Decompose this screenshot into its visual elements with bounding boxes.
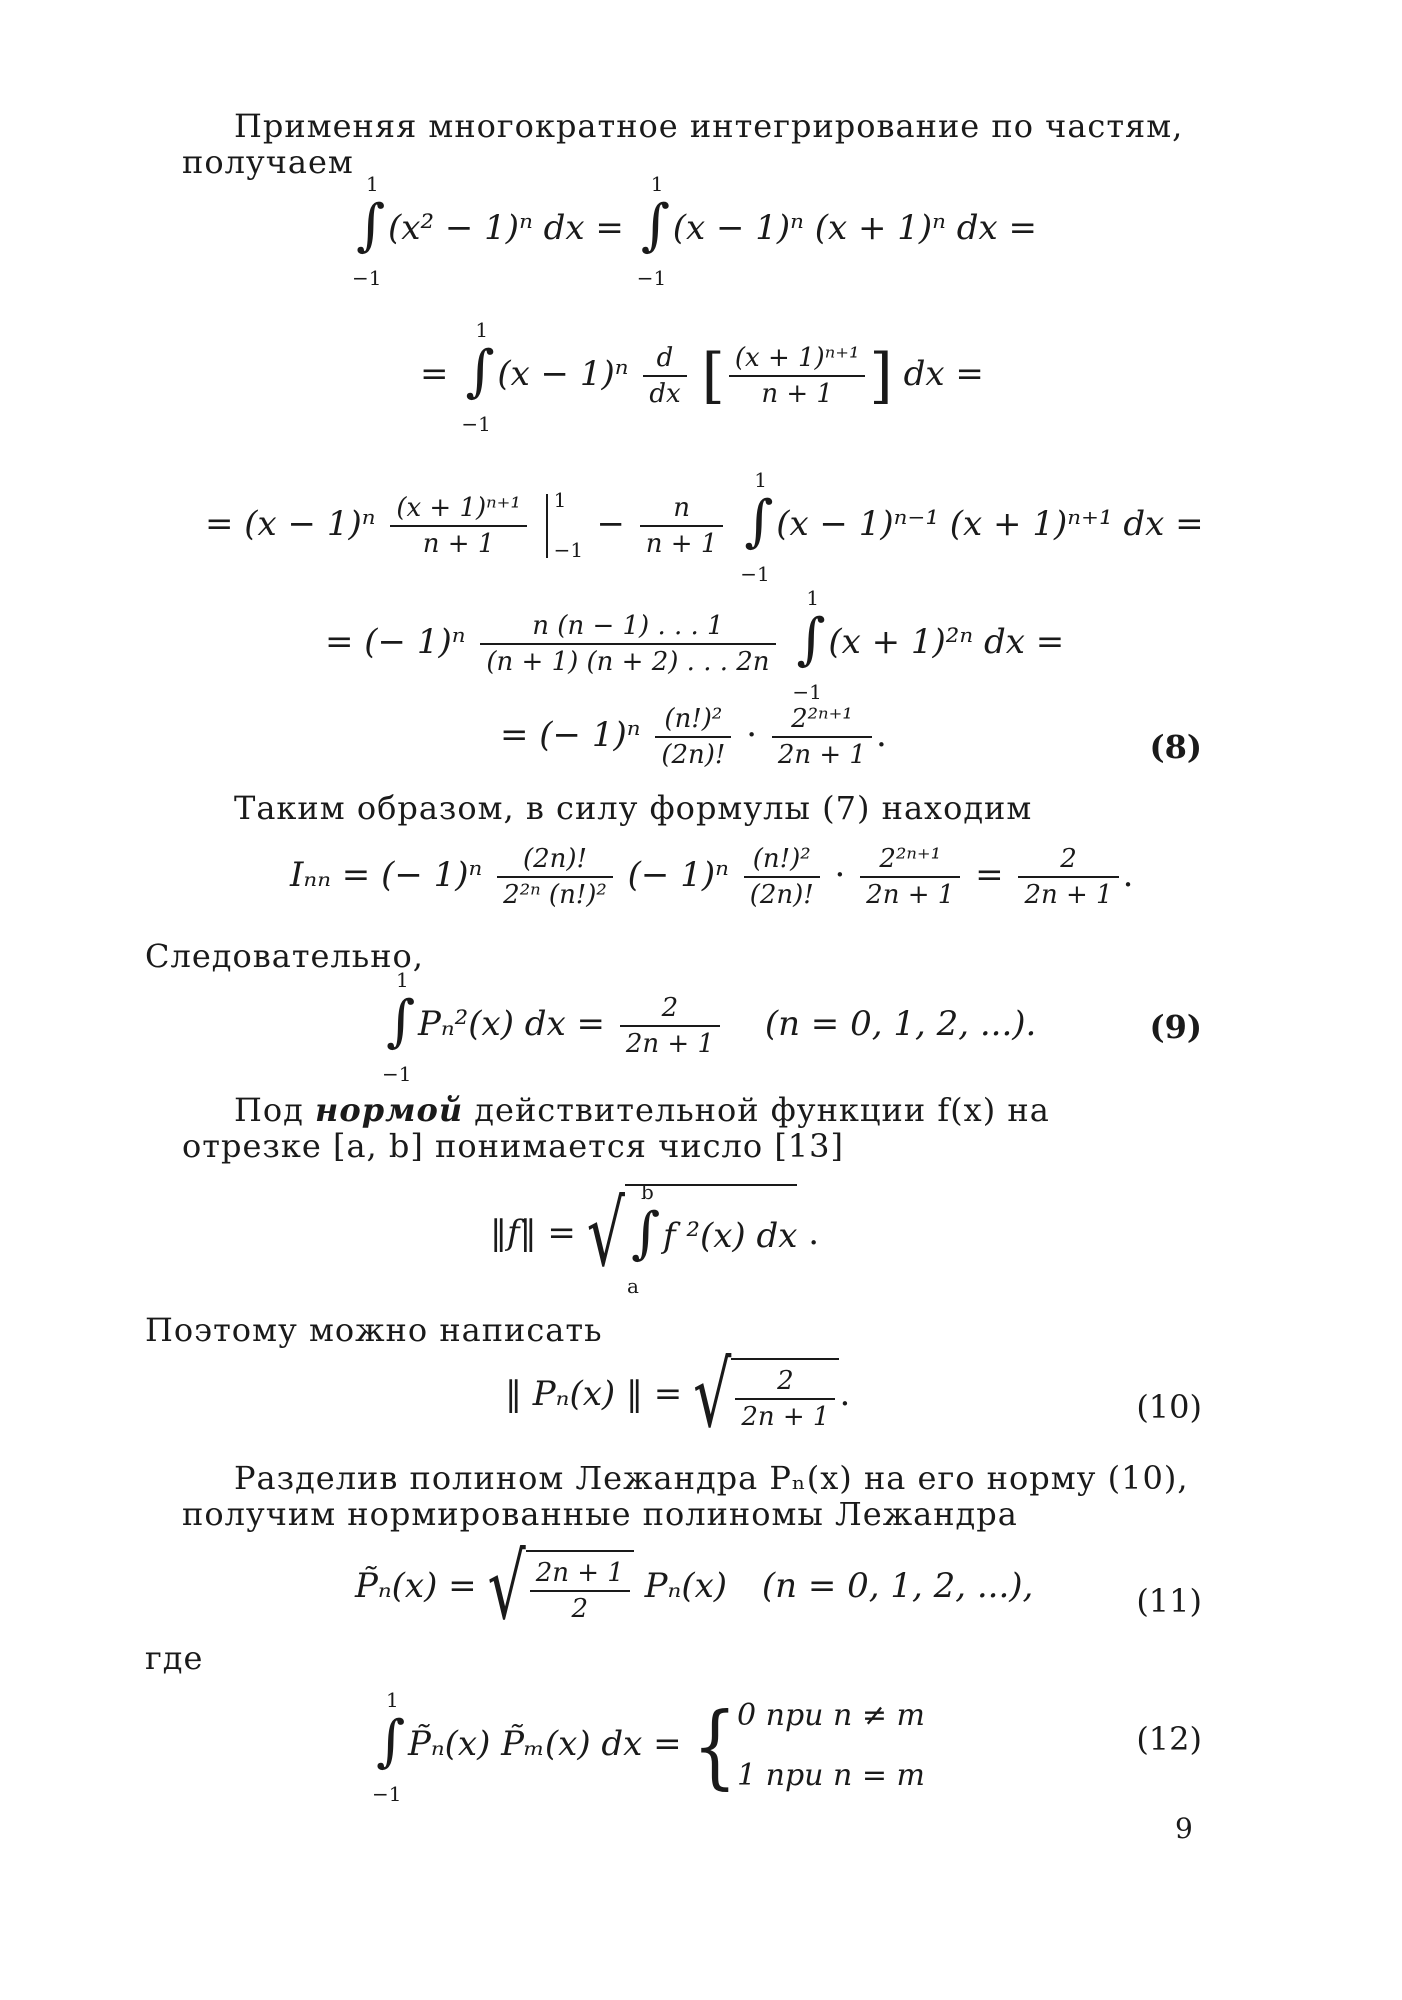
fraction-denominator: 2 [571, 1594, 589, 1624]
norm-left: ‖f‖ = [490, 1213, 576, 1253]
fraction-denominator: 2n + 1 [1024, 880, 1113, 910]
paragraph-therefore-text: Следовательно, [145, 937, 424, 975]
fraction-numerator: 2n + 1 [530, 1556, 630, 1592]
derivative-fraction [643, 341, 686, 411]
fraction [729, 341, 866, 411]
period: . [839, 1374, 851, 1414]
equation-row-4 [325, 586, 1065, 704]
integral-sign [372, 1688, 406, 1806]
integral-symbol: ∫ [376, 1709, 406, 1774]
fraction [860, 842, 960, 912]
equation-number-12: (12) [1136, 1720, 1202, 1758]
sqrt-sign: √ [487, 1535, 526, 1641]
case-1: 0 при n ≠ m [737, 1698, 925, 1733]
eq10-left: ‖ Pₙ(x) ‖ = [505, 1374, 683, 1414]
fraction-numerator: (2n)! [497, 842, 613, 878]
equation-row-3 [205, 468, 1204, 586]
integral-sign [792, 586, 826, 704]
period: . [1122, 855, 1134, 895]
row4-factor: = (− 1)ⁿ [325, 622, 466, 662]
paragraph-normalized-text: Разделив полином Лежандра Pₙ(x) на его норму (10), получим нормированные полиномы Лежандра [182, 1459, 1189, 1533]
inn-left: Iₙₙ = (− 1)ⁿ [290, 855, 483, 895]
equation-8 [500, 702, 887, 772]
fraction-numerator: (n!)² [744, 842, 820, 878]
fraction-denominator: 2n + 1 [625, 1029, 715, 1059]
paragraph-intro-text: Применяя многократное интегрирование по частям, получаем [182, 107, 1184, 181]
integral-upper: 1 [806, 586, 820, 610]
integral-symbol: ∫ [744, 489, 774, 554]
equation-row-1 [350, 172, 1038, 290]
integral-lower: −1 [740, 562, 770, 586]
equation-number-9: (9) [1149, 1008, 1202, 1046]
paragraph-norm-pre: Под [234, 1091, 304, 1129]
integral-upper: 1 [366, 172, 379, 196]
cases-brace: { [692, 1692, 738, 1800]
integral-sign [740, 468, 774, 586]
eq11-polynomial: Pₙ(x) [644, 1566, 728, 1606]
row5-factor: = (− 1)ⁿ [500, 715, 641, 755]
fraction-numerator: (x + 1)ⁿ⁺¹ [390, 491, 527, 527]
paragraph-where-text: где [145, 1639, 204, 1677]
fraction-denominator: (n + 1) (n + 2) . . . 2n [486, 647, 770, 677]
fraction [640, 491, 724, 561]
integral-symbol: ∫ [640, 193, 670, 258]
fraction-numerator: 2 [735, 1364, 835, 1400]
integral-lower: −1 [792, 680, 822, 704]
period: . [875, 715, 887, 755]
integral-upper: 1 [396, 968, 409, 992]
equation-11 [355, 1535, 1034, 1641]
integral-sign [636, 172, 670, 290]
equation-number-8: (8) [1149, 728, 1202, 766]
integral-lower: −1 [352, 266, 382, 290]
fraction-numerator: n [640, 491, 724, 527]
equation-10 [505, 1343, 851, 1449]
fraction [772, 702, 872, 772]
row4-tail: (x + 1)²ⁿ dx = [828, 622, 1065, 662]
fraction [390, 491, 527, 561]
paragraph-thus [182, 790, 1192, 826]
paragraph-therefore [145, 938, 1155, 974]
period: . [808, 1213, 820, 1253]
fraction-numerator: 2²ⁿ⁺¹ [772, 702, 872, 738]
sqrt-body [625, 1180, 798, 1298]
integral-sign [626, 1180, 661, 1298]
integral-lower: −1 [636, 266, 667, 290]
equation-number-11: (11) [1136, 1582, 1202, 1620]
paragraph-thus-text: Таким образом, в силу формулы (7) находим [234, 789, 1033, 827]
fraction [655, 702, 731, 772]
eq12-left: P̃ₙ(x) P̃ₘ(x) dx = [408, 1724, 682, 1764]
row2-tail: dx = [903, 354, 984, 394]
cases [737, 1686, 925, 1806]
row2-factor: (x − 1)ⁿ [497, 354, 629, 394]
row2-equals: = [420, 354, 449, 394]
integral-symbol: ∫ [356, 193, 386, 258]
fraction-denominator: n + 1 [761, 379, 833, 409]
paragraph-norm-emphasis: нормой [315, 1091, 464, 1129]
integral-sign [352, 172, 386, 290]
fraction [497, 842, 613, 912]
eq9-left: Pₙ²(x) dx = [418, 1004, 606, 1044]
equation-row-2: = 1 ∫ −1 (x − 1)ⁿ $\frac{d}{dx}$ [ $\frac{\text{(x + 1)ⁿ⁺¹}}{n + 1}$ ] dx = [420, 318, 984, 436]
fraction-denominator: 2n + 1 [777, 740, 866, 770]
evaluation-bar [546, 488, 584, 562]
integral-symbol: ∫ [796, 607, 826, 672]
fraction-numerator: 2²ⁿ⁺¹ [860, 842, 960, 878]
paragraph-normalized [182, 1460, 1192, 1532]
integral-sign [382, 968, 416, 1086]
norm-integrand: f ²(x) dx [662, 1216, 798, 1256]
fraction-numerator: 2 [1018, 842, 1118, 878]
multiply-dot: · [834, 855, 846, 895]
fraction [480, 609, 775, 679]
fraction-denominator: dx [649, 379, 681, 409]
fraction [1018, 842, 1118, 912]
integral-lower: −1 [382, 1062, 412, 1086]
equation-norm [490, 1180, 820, 1298]
row1-right: (x − 1)ⁿ (x + 1)ⁿ dx = [672, 208, 1038, 248]
fraction-numerator: 2 [620, 991, 720, 1027]
integral-sign [461, 318, 495, 436]
paragraph-intro [182, 108, 1192, 180]
fraction [744, 842, 820, 912]
fraction [620, 991, 720, 1061]
fraction-denominator: 2n + 1 [866, 880, 955, 910]
integral-symbol: ∫ [465, 339, 495, 404]
eq9-condition: (n = 0, 1, 2, ...). [764, 1004, 1037, 1044]
row3-tail: (x − 1)ⁿ⁻¹ (x + 1)ⁿ⁺¹ dx = [776, 504, 1204, 544]
integral-upper: 1 [754, 468, 767, 492]
paragraph-norm-post: действительной функции f(x) на отрезке [a, b] понимается число [13] [182, 1091, 1050, 1165]
fraction-denominator: (2n)! [749, 880, 814, 910]
sqrt-sign: √ [586, 1182, 625, 1288]
paragraph-hence [145, 1312, 1155, 1348]
inn-middle: (− 1)ⁿ [627, 855, 729, 895]
fraction-denominator: n + 1 [645, 529, 718, 559]
fraction-denominator: 2n + 1 [741, 1402, 830, 1432]
integral-lower: a [626, 1274, 639, 1298]
fraction-denominator: (2n)! [661, 740, 726, 770]
paragraph-hence-text: Поэтому можно написать [145, 1311, 603, 1349]
equation-inn [290, 842, 1133, 912]
paragraph-norm [182, 1092, 1192, 1164]
fraction [530, 1556, 630, 1626]
fraction-numerator: n (n − 1) . . . 1 [480, 609, 775, 645]
equation-9 [380, 968, 1037, 1086]
sqrt-sign: √ [693, 1343, 732, 1449]
integral-symbol: ∫ [386, 989, 416, 1054]
eq11-left: P̃ₙ(x) = [355, 1566, 477, 1606]
row3-minus: − [596, 504, 625, 544]
sqrt-body [526, 1550, 634, 1626]
fraction-denominator: 2²ⁿ (n!)² [503, 880, 607, 910]
paragraph-where [145, 1640, 1155, 1676]
integral-lower: −1 [461, 412, 491, 436]
fraction-denominator: n + 1 [422, 529, 495, 559]
fraction [735, 1364, 835, 1434]
equation-number-10: (10) [1136, 1388, 1202, 1426]
integral-upper: 1 [650, 172, 664, 196]
bar-upper: 1 [553, 488, 567, 512]
bar-lower: −1 [553, 538, 584, 562]
page-number: 9 [1175, 1812, 1193, 1845]
integral-upper: 1 [475, 318, 489, 342]
row3-factor: = (x − 1)ⁿ [205, 504, 376, 544]
integral-upper: b [640, 1180, 654, 1204]
integral-lower: −1 [372, 1782, 402, 1806]
sqrt-body [731, 1358, 839, 1434]
fraction-numerator: (n!)² [655, 702, 731, 738]
fraction-numerator: (x + 1)ⁿ⁺¹ [729, 341, 866, 377]
fraction-numerator: d [643, 341, 686, 377]
case-2: 1 при n = m [737, 1758, 925, 1793]
equation-12 [370, 1686, 925, 1806]
integral-upper: 1 [386, 1688, 399, 1712]
row1-left: (x² − 1)ⁿ dx = [388, 208, 624, 248]
multiply-dot: · [746, 715, 758, 755]
equals: = [975, 855, 1004, 895]
eq11-condition: (n = 0, 1, 2, ...), [761, 1566, 1034, 1606]
integral-symbol: ∫ [630, 1201, 661, 1266]
